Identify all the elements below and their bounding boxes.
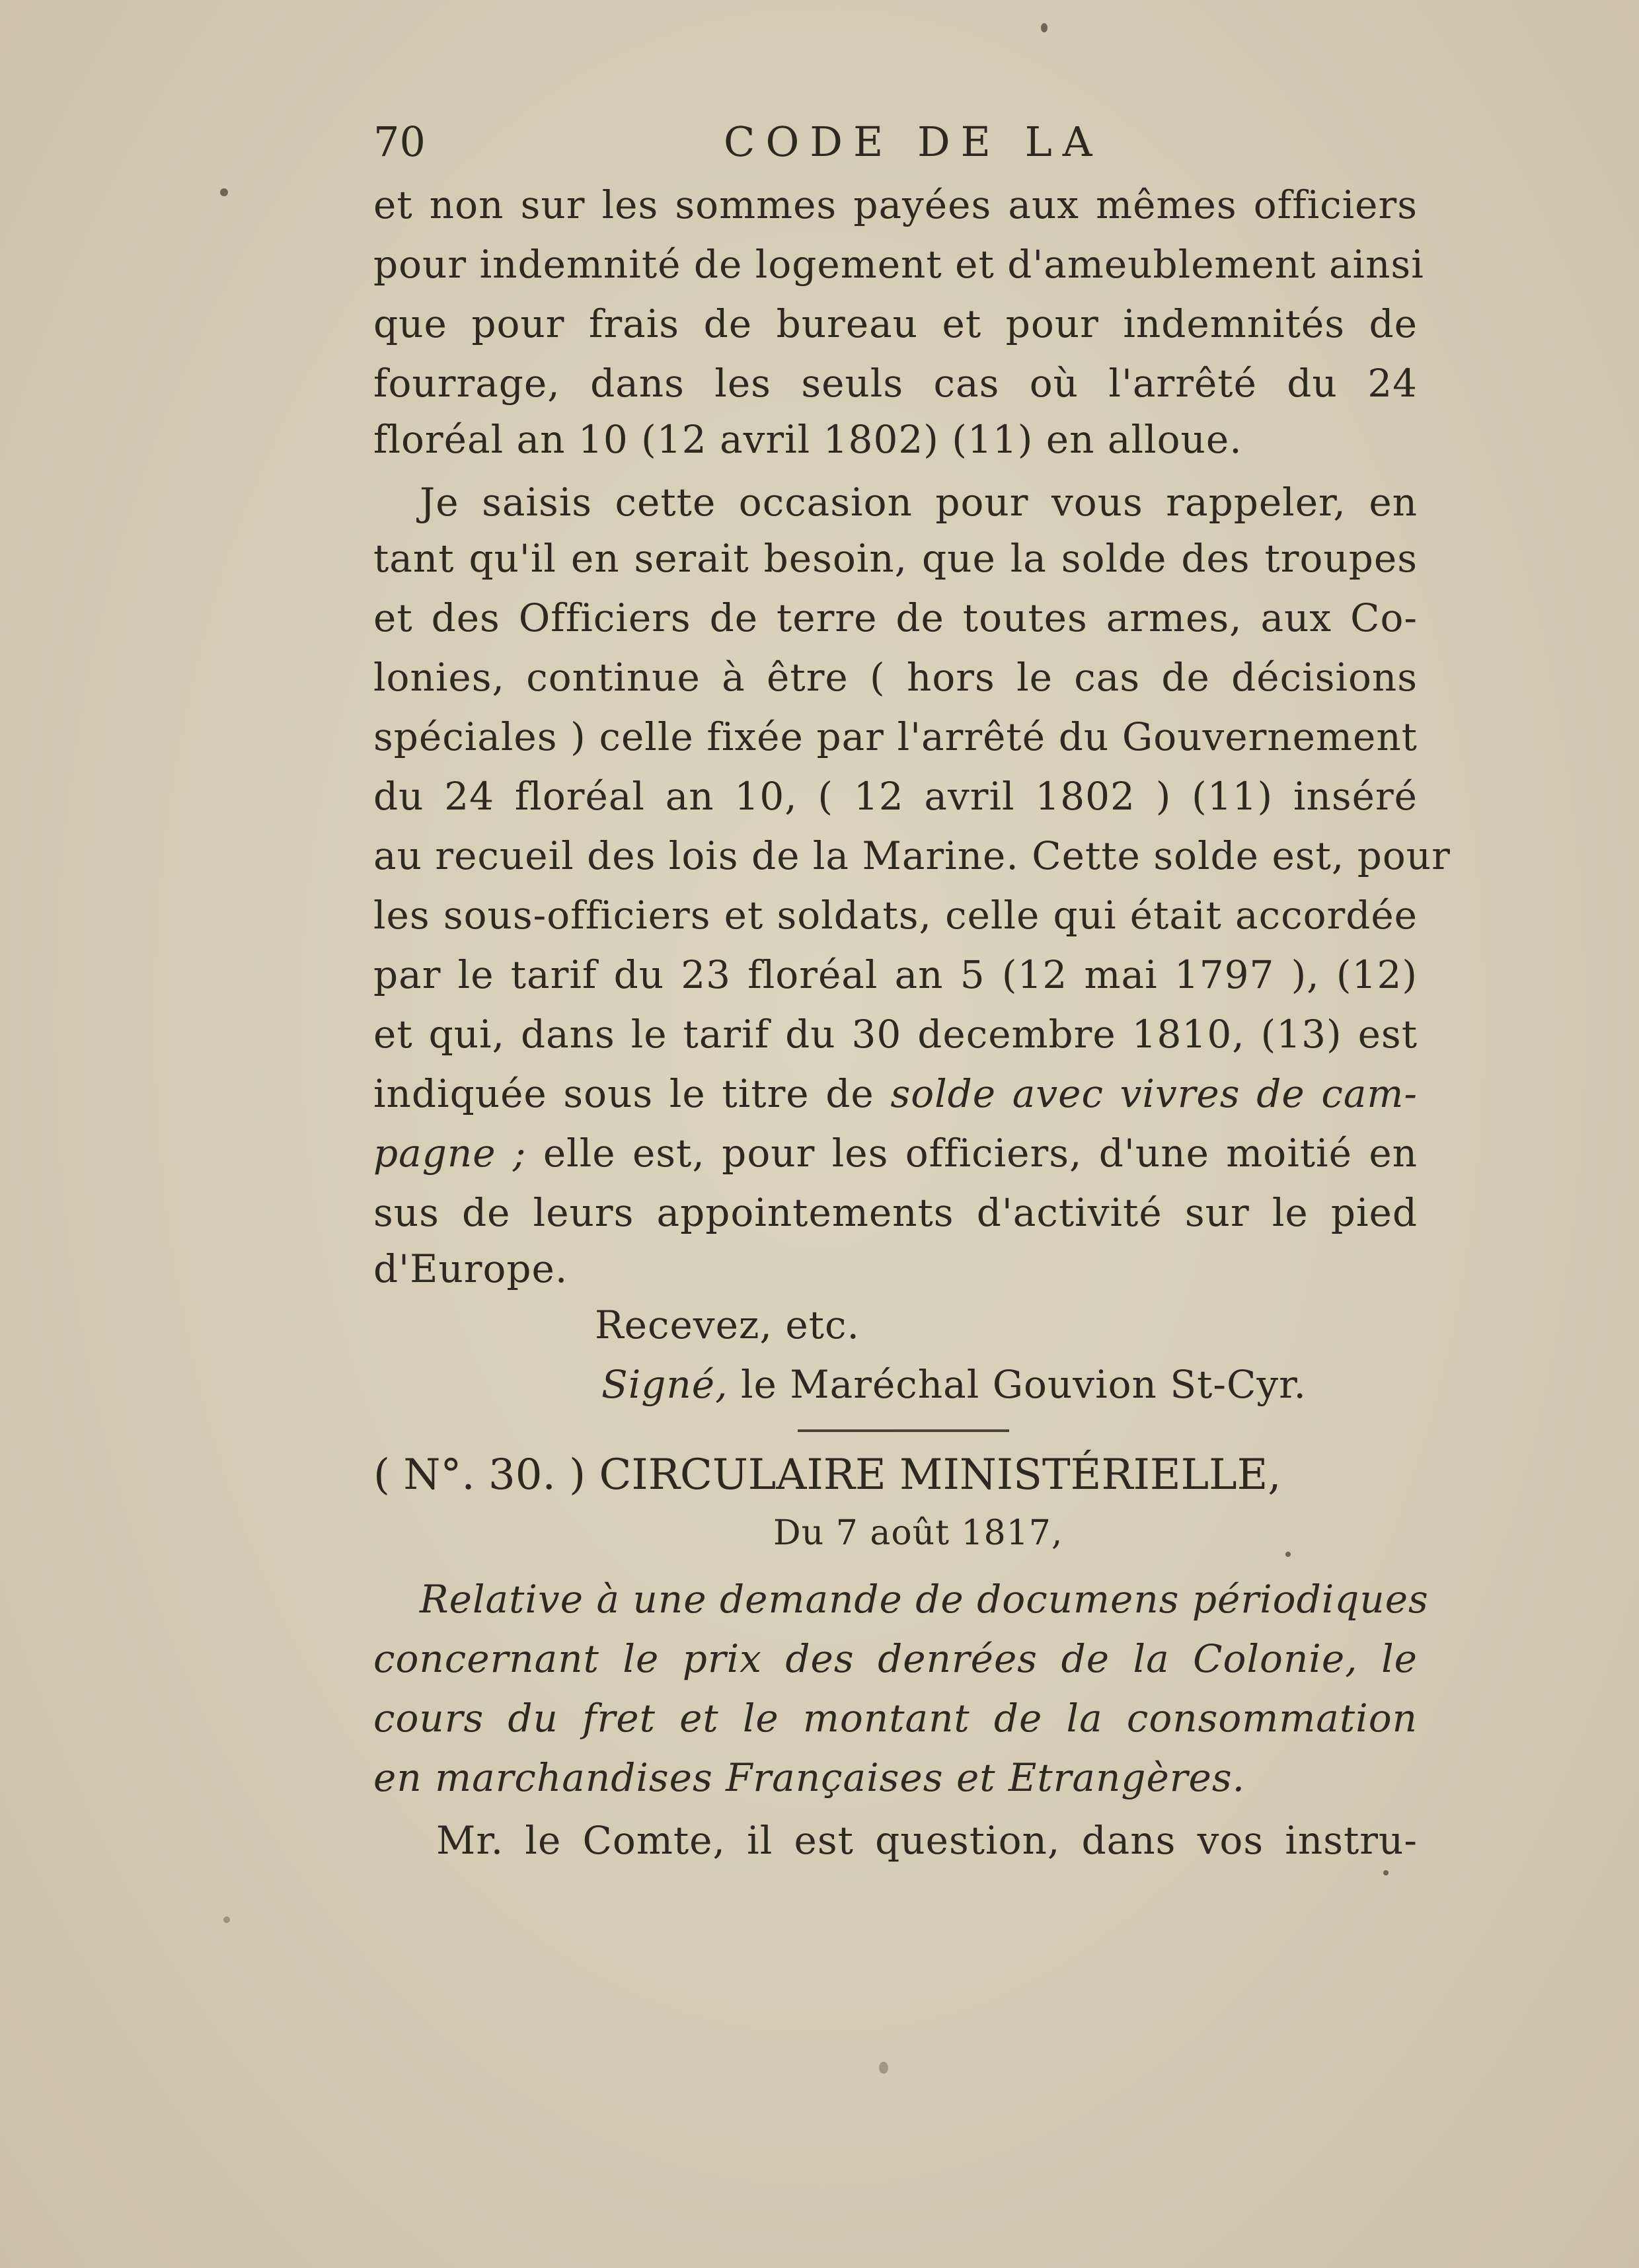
page-header — [373, 118, 1431, 177]
paper-speck — [1041, 23, 1048, 32]
circular-subject-line: Relative à une demande de documens périodiques — [420, 1577, 1429, 1622]
circular-subject-line: en marchandises Françaises et Etrangères. — [373, 1755, 1246, 1800]
body-text: indiquée sous le titre de — [373, 1071, 891, 1116]
body-line: d'Europe. — [373, 1246, 568, 1291]
body-line: lonies, continue à être ( hors le cas de décisions — [373, 655, 1418, 700]
signature-label: Signé, — [601, 1362, 728, 1407]
body-line: et des Officiers de terre de toutes armes, aux Co- — [373, 595, 1418, 640]
body-line: Je saisis cette occasion pour vous rappeler, en — [420, 480, 1418, 525]
closing-formula: Recevez, etc. — [595, 1303, 860, 1347]
paper-speck — [879, 2062, 888, 2074]
paper-speck — [220, 188, 228, 196]
body-line: sus de leurs appointements d'activité sur le pied — [373, 1190, 1418, 1235]
body-line: du 24 floréal an 10, ( 12 avril 1802 ) (11) inséré — [373, 774, 1418, 819]
body-line: fourrage, dans les seuls cas où l'arrêté du 24 — [373, 361, 1418, 406]
circular-title: ( N°. 30. ) CIRCULAIRE MINISTÉRIELLE, — [373, 1451, 1281, 1499]
body-line: tant qu'il en serait besoin, que la solde des troupes — [373, 536, 1418, 581]
italic-text: pagne ; — [373, 1131, 527, 1176]
section-divider — [798, 1429, 1009, 1432]
body-line: floréal an 10 (12 avril 1802) (11) en alloue. — [373, 417, 1242, 462]
body-line: spéciales ) celle fixée par l'arrêté du Gouvernement — [373, 714, 1418, 759]
italic-text: solde avec vivres de cam- — [890, 1071, 1418, 1116]
signature — [601, 1358, 1394, 1411]
body-line: et qui, dans le tarif du 30 decembre 1810, (13) est — [373, 1012, 1418, 1057]
circular-date: Du 7 août 1817, — [773, 1513, 1063, 1553]
circular-opening: Mr. le Comte, il est question, dans vos instru- — [436, 1818, 1418, 1863]
body-line: pour indemnité de logement et d'ameublement ainsi — [373, 242, 1424, 287]
body-line: les sous-officiers et soldats, celle qui était accordée — [373, 893, 1418, 938]
body-line: que pour frais de bureau et pour indemnités de — [373, 301, 1418, 346]
body-text: elle est, pour les officiers, d'une moitié en — [526, 1131, 1418, 1176]
paper-speck — [223, 1916, 230, 1923]
paper-speck — [1383, 1870, 1389, 1875]
paper-speck — [1285, 1552, 1291, 1557]
body-line — [373, 1067, 1418, 1120]
body-line: et non sur les sommes payées aux mêmes officiers — [373, 182, 1418, 227]
body-line: par le tarif du 23 floréal an 5 (12 mai 1797 ), (12) — [373, 952, 1418, 997]
signature-name: le Maréchal Gouvion St-Cyr. — [728, 1362, 1307, 1407]
page-number: 70 — [373, 118, 426, 166]
body-line — [373, 1127, 1418, 1180]
circular-subject-line: cours du fret et le montant de la consommation — [373, 1696, 1418, 1741]
running-title: CODE DE LA — [724, 118, 1103, 166]
circular-subject-line: concernant le prix des denrées de la Colonie, le — [373, 1636, 1418, 1681]
body-line: au recueil des lois de la Marine. Cette solde est, pour — [373, 833, 1451, 878]
